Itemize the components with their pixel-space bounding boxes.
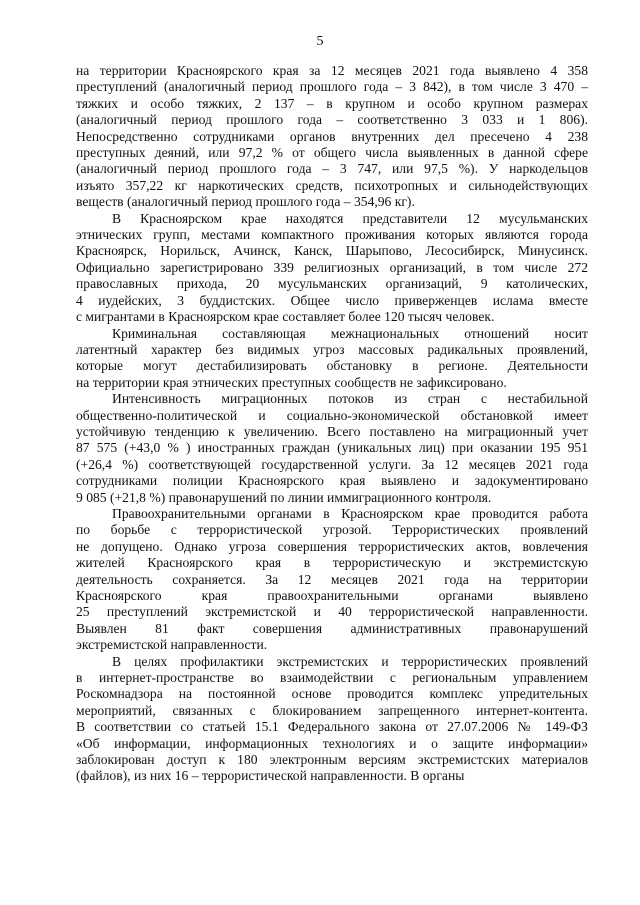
paragraph bbox=[76, 391, 588, 506]
text-line: В Красноярском крае находятся представители 12 мусульманских bbox=[112, 210, 588, 226]
text-line: (+26,4 %) соответствующей государственной услуги. За 12 месяцев 2021 года bbox=[76, 456, 588, 472]
text-line: латентный характер без видимых угроз массовых радикальных проявлений, bbox=[76, 341, 588, 357]
text-line: В целях профилактики экстремистских и террористических проявлений bbox=[112, 653, 588, 669]
paragraph bbox=[76, 326, 588, 392]
paragraph bbox=[76, 506, 588, 654]
text-line: этнических групп, местами компактного проживания которых являются города bbox=[76, 227, 588, 243]
text-line: преступлений (аналогичный период прошлого года – 3 842), в том числе 3 470 – bbox=[76, 79, 588, 95]
text-line: Непосредственно сотрудниками органов внутренних дел пресечено 4 238 bbox=[76, 128, 588, 144]
text-line: (аналогичный период прошлого года – 3 747, или 97,5 %). У наркодельцов bbox=[76, 161, 588, 177]
text-line: на территории Красноярского края за 12 месяцев 2021 года выявлено 4 358 bbox=[76, 63, 588, 78]
text-line: мероприятий, связанных с блокированием запрещенного интернет-контента. bbox=[76, 702, 588, 718]
text-line: Выявлен 81 факт совершения административных правонарушений bbox=[76, 620, 588, 636]
text-line: 9 085 (+21,8 %) правонарушений по линии иммиграционного контроля. bbox=[76, 489, 492, 505]
text-line: (аналогичный период прошлого года – соответственно 3 033 и 1 806). bbox=[76, 112, 588, 128]
text-line: (файлов), из них 16 – террористической направленности. В органы bbox=[76, 768, 465, 784]
text-line: устойчивую тенденцию к увеличению. Всего поставлено на миграционный учет bbox=[76, 423, 588, 439]
text-line: В соответствии со статьей 15.1 Федерального закона от 27.07.2006 № 149-ФЗ bbox=[76, 719, 588, 735]
paragraph bbox=[76, 63, 588, 211]
text-line: преступных деяний, или 97,2 % от общего числа выявленных в данной сфере bbox=[76, 145, 588, 161]
text-line: сотрудниками полиции Красноярского края выявлено и задокументировано bbox=[76, 473, 588, 489]
paragraph bbox=[76, 654, 588, 785]
document-body bbox=[76, 63, 588, 785]
text-line: 4 иудейских, 3 буддистских. Общее число приверженцев ислама вместе bbox=[76, 292, 588, 308]
text-line: Криминальная составляющая межнациональных отношений носит bbox=[112, 325, 588, 341]
text-line: жителей Красноярского края в террористическую и экстремистскую bbox=[76, 555, 588, 571]
text-line: Роскомнадзора на постоянной основе проводится комплекс упредительных bbox=[76, 686, 588, 702]
paragraph bbox=[76, 211, 588, 326]
text-line: деятельность сохраняется. За 12 месяцев 2021 года на территории bbox=[76, 571, 588, 587]
text-line: которые могут дестабилизировать обстановку в регионе. Деятельности bbox=[76, 358, 588, 374]
text-line: Правоохранительными органами в Красноярском крае проводится работа bbox=[112, 505, 588, 521]
text-line: изъято 357,22 кг наркотических средств, психотропных и сильнодействующих bbox=[76, 177, 588, 193]
text-line: 25 преступлений экстремистской и 40 террористической направленности. bbox=[76, 604, 588, 620]
text-line: по борьбе с террористической угрозой. Террористических проявлений bbox=[76, 522, 588, 538]
text-line: Красноярск, Норильск, Ачинск, Канск, Шарыпово, Лесосибирск, Минусинск. bbox=[76, 243, 588, 259]
text-line: заблокирован доступ к 180 электронным версиям экстремистских материалов bbox=[76, 752, 588, 768]
text-line: не допущено. Однако угроза совершения террористических актов, вовлечения bbox=[76, 538, 588, 554]
text-line: с мигрантами в Красноярском крае составляет более 120 тысяч человек. bbox=[76, 309, 495, 325]
text-line: общественно-политической и социально-экономической обстановкой имеет bbox=[76, 407, 588, 423]
text-line: на территории края этнических преступных сообществ не зафиксировано. bbox=[76, 374, 507, 390]
text-line: Официально зарегистрировано 339 религиозных организаций, в том числе 272 bbox=[76, 259, 588, 275]
text-line: православных прихода, 20 мусульманских организаций, 9 католических, bbox=[76, 276, 588, 292]
text-line: «Об информации, информационных технологиях и о защите информации» bbox=[76, 735, 588, 751]
text-line: в интернет-пространстве во взаимодействии с региональным управлением bbox=[76, 670, 588, 686]
text-line: 87 575 (+43,0 % ) иностранных граждан (уникальных лиц) при оказании 195 951 bbox=[76, 440, 588, 456]
page-number: 5 bbox=[316, 34, 324, 49]
text-line: веществ (аналогичный период прошлого года – 354,96 кг). bbox=[76, 194, 415, 210]
text-line: Интенсивность миграционных потоков из стран с нестабильной bbox=[112, 391, 588, 407]
text-line: экстремистской направленности. bbox=[76, 637, 268, 653]
text-line: Красноярского края правоохранительными органами выявлено bbox=[76, 588, 588, 603]
text-line: тяжких и особо тяжких, 2 137 – в крупном и особо крупном размерах bbox=[76, 95, 588, 111]
